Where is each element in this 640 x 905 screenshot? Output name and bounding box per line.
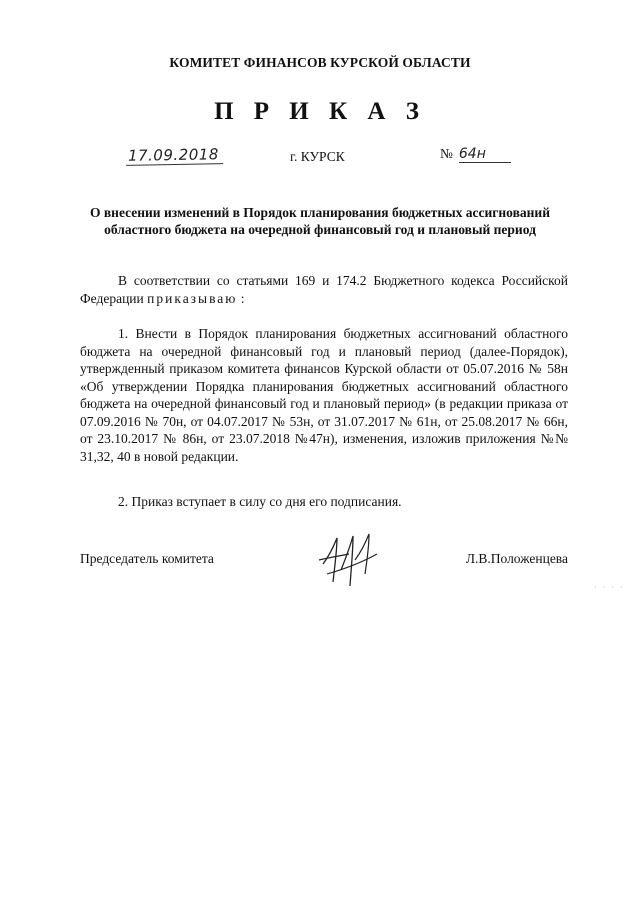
preamble-text: В соответствии со статьями 169 и 174.2 Бюджетного кодекса Российской Федерации — [80, 273, 568, 306]
signer-position: Председатель комитета — [80, 551, 214, 566]
item-1-paragraph: 1. Внести в Порядок планирования бюджетных ассигнований областного бюджета на очередной финансовый год и плановый период (далее-Порядок), утвержденный приказом комитета финансов Курской области от 05.07.2016 № 58н «Об утверждении Порядка планирования бюджетных ассигнований областного бюджета на очередной финансовый год и плановый период» (в редакции приказа от 07.09.2016 № 70н, от 04.07.2017 № 53н, от 31.07.2017 № 61н, от 25.08.2017 № 66н, от 23.10.2017 № 86н, от 23.07.2018 №47н), изменения, изложив приложения №№ 31,32, 40 в новой редакции. — [80, 326, 568, 464]
item-2-paragraph: 2. Приказ вступает в силу со дня его подписания. — [118, 494, 402, 509]
handwritten-date: 17.09.2018 — [126, 145, 223, 166]
organization-name: КОМИТЕТ ФИНАНСОВ КУРСКОЙ ОБЛАСТИ — [169, 55, 471, 70]
handwritten-number: 64н — [459, 146, 511, 163]
scan-artifact-dots: · · · · — [594, 583, 625, 592]
preamble-paragraph — [80, 272, 568, 307]
number-sign: № — [440, 146, 453, 161]
city-label: г. КУРСК — [290, 149, 345, 164]
order-number — [440, 146, 511, 163]
handwritten-signature — [315, 530, 385, 590]
preamble-colon: : — [240, 290, 245, 306]
order-word: приказываю — [147, 290, 238, 306]
order-subject: О внесении изменений в Порядок планирования бюджетных ассигнований областного бюджета на очередной финансовый год и плановый период — [90, 205, 550, 237]
document-type-title: П Р И К А З — [214, 98, 426, 125]
signer-name: Л.В.Положенцева — [465, 551, 568, 566]
